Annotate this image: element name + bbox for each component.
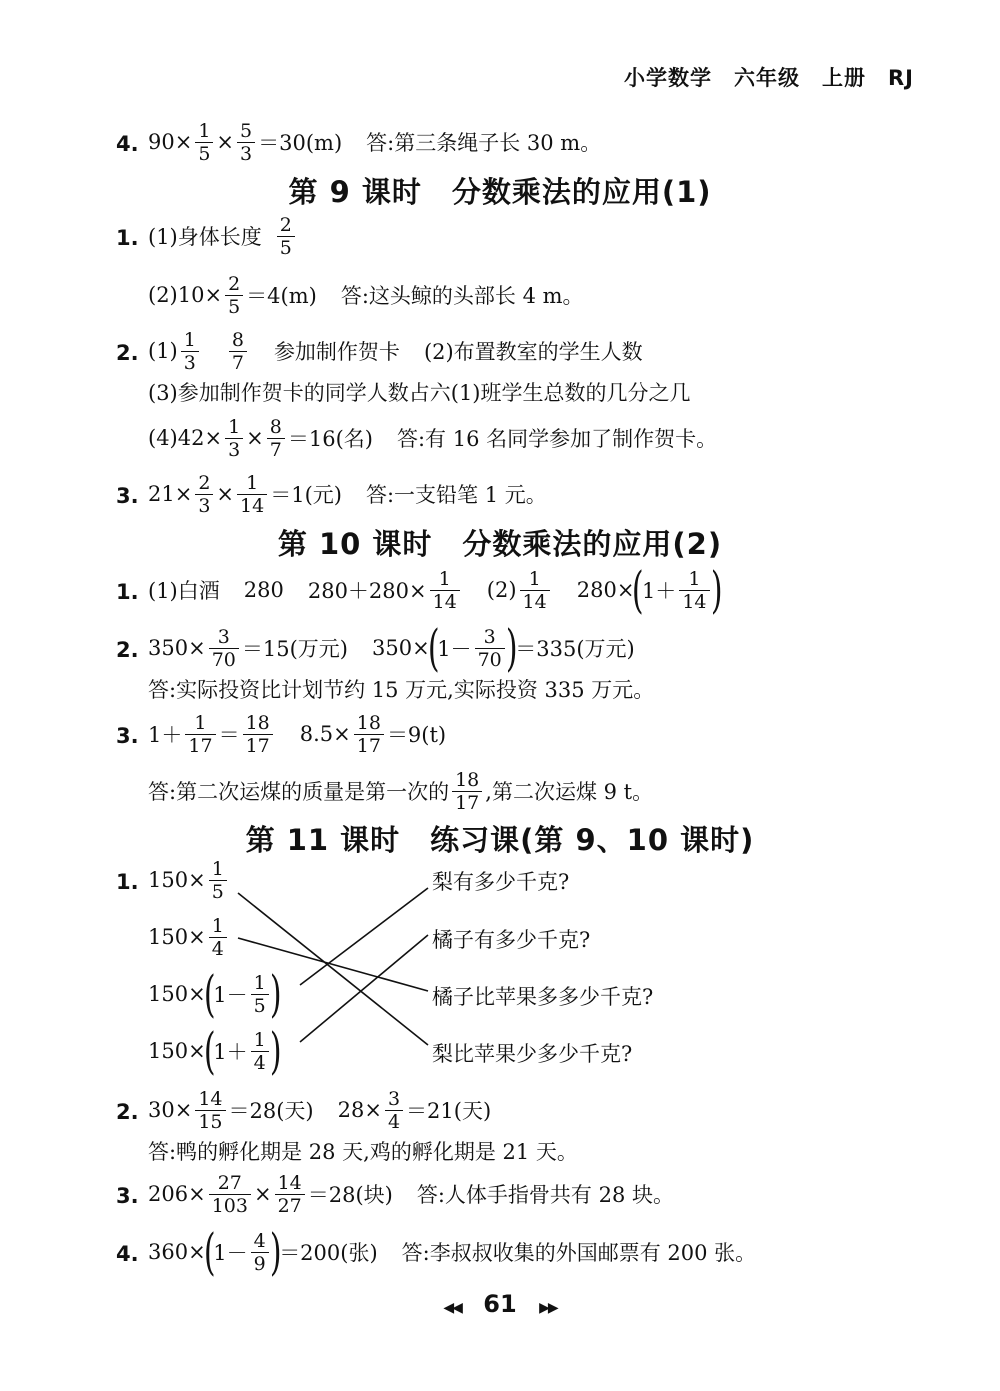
- item-number: 1.: [116, 226, 139, 250]
- fraction: $\frac{3}{70}$: [475, 626, 505, 671]
- page-footer: [0, 1290, 1000, 1318]
- expr-text: 1－: [213, 1241, 248, 1265]
- fraction: $\frac{3}{4}$: [385, 1088, 403, 1133]
- paren: ): [269, 1022, 282, 1080]
- answer-line: [148, 1164, 674, 1224]
- expr-text: ×: [246, 426, 264, 450]
- answer-text: ,第二次运煤 9 t。: [485, 780, 654, 804]
- expr-text: 150×: [148, 925, 206, 949]
- match-right-item: 梨比苹果少多少千克?: [432, 1042, 633, 1066]
- fraction: $\frac{1}{3}$: [225, 416, 243, 461]
- expr-text: ＝21(天): [406, 1099, 492, 1123]
- item-number: 2.: [116, 341, 139, 365]
- expr-text: 1＋: [213, 1040, 248, 1064]
- paren: ): [505, 619, 518, 677]
- expr-text: 350×: [148, 636, 206, 660]
- expr-text: 1＋: [641, 579, 677, 603]
- paren: ): [269, 965, 282, 1023]
- expr-text: 28×: [337, 1098, 382, 1122]
- expr-text: 350×: [371, 636, 430, 660]
- expr-text: ＝16(名): [287, 427, 373, 451]
- fraction: $\frac{1}{14}$: [430, 568, 460, 613]
- fraction: $\frac{2}{5}$: [225, 273, 243, 318]
- answer-text: 答:人体手指骨共有 28 块。: [416, 1183, 675, 1207]
- item-number: 4.: [116, 132, 139, 156]
- match-line: [238, 938, 428, 991]
- fraction: $\frac{1}{5}$: [251, 972, 269, 1017]
- match-right-item: 橘子有多少千克?: [432, 928, 591, 952]
- fraction: $\frac{5}{3}$: [237, 120, 255, 165]
- expr-text: ＝200(张): [279, 1241, 378, 1265]
- fraction: $\frac{14}{15}$: [195, 1088, 225, 1133]
- expr-text: ＝9(t): [386, 723, 447, 747]
- answer-text: 答:第三条绳子长 30 m。: [366, 131, 602, 155]
- fraction: $\frac{8}{7}$: [229, 329, 247, 374]
- answer-line: [148, 1222, 756, 1282]
- page-number: 61: [483, 1290, 517, 1318]
- expr-text: (2)布置教室的学生人数: [423, 340, 643, 364]
- paren: ): [269, 1223, 282, 1281]
- section-title: 第 9 课时 分数乘法的应用(1): [288, 175, 712, 209]
- fraction: $\frac{18}{17}$: [243, 712, 273, 757]
- fraction: $\frac{8}{7}$: [267, 416, 285, 461]
- expr-text: (1)白酒: [148, 579, 220, 603]
- fraction: $\frac{18}{17}$: [452, 769, 482, 814]
- section-title: 第 11 课时 练习课(第 9、10 课时): [245, 823, 755, 857]
- expr-text: ＝4(m): [246, 284, 317, 308]
- answer-text: 答:一支铅笔 1 元。: [365, 483, 547, 507]
- fraction: $\frac{1}{3}$: [181, 329, 199, 374]
- fraction: $\frac{1}{17}$: [185, 712, 215, 757]
- expr-text: 1－: [437, 637, 472, 661]
- item-number: 1.: [116, 870, 139, 894]
- expr-text: 90×: [148, 130, 193, 154]
- section-title: 第 10 课时 分数乘法的应用(2): [277, 527, 723, 561]
- expr-text: 参加制作贺卡: [273, 340, 400, 364]
- item-number: 2.: [116, 1100, 139, 1124]
- expr-text: 150×: [148, 982, 206, 1006]
- expr-text: ＝: [218, 723, 240, 747]
- item-number: 1.: [116, 580, 139, 604]
- expr-text: 8.5×: [299, 722, 351, 746]
- expr-text: ＝15(万元): [241, 637, 348, 661]
- fraction: $\frac{2}{5}$: [277, 214, 295, 259]
- expr-text: ＝28(天): [228, 1099, 314, 1123]
- paren: ): [710, 561, 723, 619]
- fraction: $\frac{1}{5}$: [209, 858, 227, 903]
- answer-text: 答:实际投资比计划节约 15 万元,实际投资 335 万元。: [148, 678, 655, 702]
- fraction: $\frac{1}{14}$: [237, 472, 267, 517]
- paren: (: [632, 561, 645, 619]
- match-right-item: 梨有多少千克?: [432, 870, 570, 894]
- item-number: 3.: [116, 484, 139, 508]
- match-right-item: 橘子比苹果多多少千克?: [432, 985, 654, 1009]
- expr-text: ×: [216, 130, 235, 154]
- answer-text: (3)参加制作贺卡的同学人数占六(1)班学生总数的几分之几: [148, 381, 691, 405]
- expr-text: 1＋: [148, 723, 183, 747]
- left-arrow-icon: ◀◀: [443, 1300, 461, 1316]
- expr-text: 1－: [213, 983, 248, 1007]
- fraction: $\frac{18}{17}$: [354, 712, 384, 757]
- expr-text: ＝28(块): [307, 1183, 393, 1207]
- paren: (: [427, 619, 440, 677]
- match-line: [300, 888, 428, 985]
- answer-text: 答:第二次运煤的质量是第一次的: [148, 780, 450, 804]
- item-number: 3.: [116, 724, 139, 748]
- item-number: 4.: [116, 1242, 139, 1266]
- fraction: $\frac{2}{3}$: [195, 472, 213, 517]
- fraction: $\frac{1}{14}$: [679, 568, 709, 613]
- expr-text: ×: [216, 482, 235, 506]
- expr-text: 21×: [148, 482, 193, 506]
- expr-text: ＝30(m): [258, 131, 343, 155]
- right-arrow-icon: ▶▶: [539, 1300, 557, 1316]
- expr-text: (2)10×: [148, 283, 223, 307]
- paren: (: [203, 1022, 216, 1080]
- expr-text: 360×: [148, 1240, 206, 1264]
- expr-text: 280＋280×: [307, 579, 427, 603]
- match-line: [300, 935, 428, 1042]
- expr-text: (1)身体长度: [148, 225, 262, 249]
- match-line: [238, 893, 428, 1045]
- answer-text: 答:这头鲸的头部长 4 m。: [340, 284, 584, 308]
- expr-text: ×: [253, 1182, 272, 1206]
- expr-text: ＝335(万元): [515, 637, 635, 661]
- fraction: $\frac{14}{27}$: [275, 1172, 305, 1217]
- item-number: 2.: [116, 638, 139, 662]
- expr-text: 150×: [148, 1039, 206, 1063]
- fraction: $\frac{1}{4}$: [251, 1029, 269, 1074]
- answer-text: 答:有 16 名同学参加了制作贺卡。: [396, 427, 718, 451]
- expr-text: (1): [148, 339, 178, 363]
- item-number: 3.: [116, 1184, 139, 1208]
- fraction: $\frac{4}{9}$: [251, 1230, 269, 1275]
- fraction: $\frac{1}{4}$: [209, 915, 227, 960]
- expr-text: 280: [243, 578, 284, 602]
- paren: (: [203, 965, 216, 1023]
- paren: (: [203, 1223, 216, 1281]
- expr-text: ＝1(元): [270, 483, 342, 507]
- answer-text: 答:鸭的孵化期是 28 天,鸡的孵化期是 21 天。: [148, 1140, 578, 1164]
- expr-text: 280×: [576, 578, 635, 602]
- expr-text: (4)42×: [148, 426, 223, 450]
- fraction: $\frac{3}{70}$: [209, 626, 239, 671]
- expr-text: 150×: [148, 868, 206, 892]
- expr-text: 30×: [148, 1098, 193, 1122]
- fraction: $\frac{1}{14}$: [520, 568, 550, 613]
- expr-text: (2): [486, 578, 517, 602]
- fraction: $\frac{27}{103}$: [209, 1172, 251, 1217]
- page-header: 小学数学 六年级 上册 RJ: [624, 66, 914, 90]
- fraction: $\frac{1}{5}$: [195, 120, 213, 165]
- expr-text: 206×: [148, 1182, 206, 1206]
- answer-text: 答:李叔叔收集的外国邮票有 200 张。: [401, 1241, 757, 1265]
